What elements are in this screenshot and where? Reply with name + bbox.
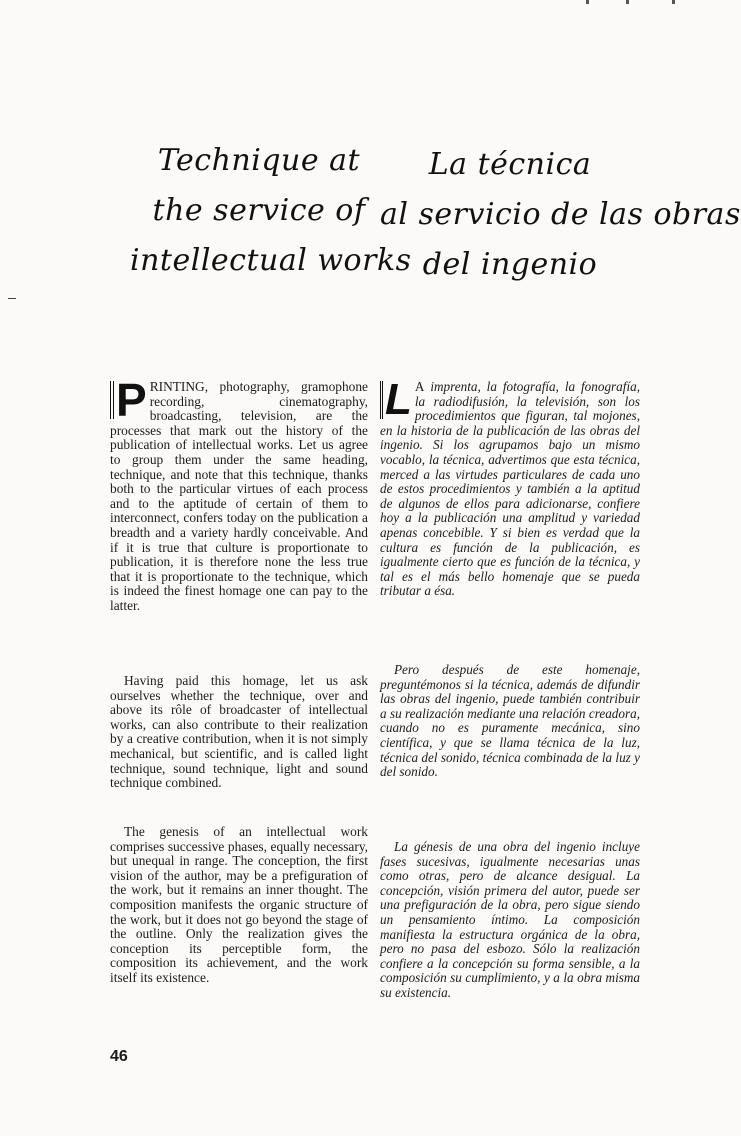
english-lead-word: RINTING, bbox=[149, 379, 209, 394]
spanish-title-line-1: La técnica bbox=[428, 147, 592, 182]
spanish-title-line-3: del ingenio bbox=[422, 247, 598, 282]
spanish-drop-cap: L bbox=[380, 381, 415, 419]
spanish-paragraph-1 bbox=[380, 375, 640, 599]
english-drop-cap: P bbox=[110, 381, 150, 419]
spanish-title bbox=[380, 140, 741, 290]
english-title bbox=[130, 136, 412, 286]
spanish-paragraph-2: Pero después de este homenaje, preguntémonos si la técnica, además de difundir las obras del ingenio, puede también contribuir a su realización mediante una relación creadora, cuando no es puramente mecánica, sino científica, y que se llama técnica de la luz, técnica del sonido, técnica combinada de la luz y del sonido. bbox=[380, 662, 640, 780]
english-paragraph-1 bbox=[110, 374, 368, 614]
page-number: 46 bbox=[110, 1048, 128, 1065]
english-title-line-2: the service of bbox=[152, 193, 366, 228]
spanish-title-line-2: al servicio de las obras bbox=[380, 197, 741, 232]
spanish-lead-word: A bbox=[414, 379, 425, 394]
english-title-line-3: intellectual works bbox=[130, 243, 412, 278]
english-title-line-1: Technique at bbox=[157, 143, 361, 178]
margin-tick-mark bbox=[8, 298, 16, 299]
top-edge-marks bbox=[560, 0, 700, 6]
english-paragraph-3: The genesis of an intellectual work comprises successive phases, equally necessary, but unequal in range. The conception, the first vision of the author, may be a prefiguration of the work, but it remains an inner thought. The composition manifests the organic structure of the work, but it does not go beyond the stage of the outline. Only the realization gives the conception its perceptible form, the composition its achievement, and the work itself its existence. bbox=[110, 824, 368, 985]
english-paragraph-1-text: photography, gramophone recording, cinematography, broadcasting, television, are the processes that mark out the history of the publication of intellectual works. Let us agree to group them under the same heading, technique, and note that this technique, thanks both to the particular virtues of each process and to the aptitude of certain of them to interconnect, confers today on the publication a breadth and a variety hardly conceivable. And if it is true that culture is proportionate to publication, it is therefore none the less true that it is proportionate to the technique, which is indeed the finest homage one can pay to the latter. bbox=[110, 379, 368, 613]
english-paragraph-2: Having paid this homage, let us ask ourselves whether the technique, over and above its rôle of broadcaster of intellectual works, can also contribute to their realization by a creative contribution, when it is not simply mechanical, but scientific, and is called light technique, sound technique, light and sound technique combined. bbox=[110, 673, 368, 791]
spanish-paragraph-3: La génesis de una obra del ingenio incluye fases sucesivas, igualmente necesarias unas como otras, pero de alcance desigual. La concepción, visión primera del autor, puede ser una prefiguración de la obra, pero sigue siendo un pensamiento íntimo. La composición manifiesta la estructura orgánica de la obra, pero no pasa del esbozo. Sólo la realización confiere a la concepción su forma sensible, a la composición su cumplimiento, y a la obra misma su existencia. bbox=[380, 839, 640, 1000]
spanish-paragraph-1-text: imprenta, la fotografía, la fonografía, la radiodifusión, la televisión, son los procedimientos que figuran, tal mojones, en la historia de la publicación de las obras del ingenio. Si los agrupamos bajo un mismo vocablo, la técnica, advertimos que esta técnica, merced a las virtudes particulares de cada uno de estos procedimientos y también a la aptitud de algunos de ellos para adicionarse, confiere hoy a la publicación una amplitud y variedad apenas concebible. Y si bien es verdad que la cultura es función de la publicación, es igualmente cierto que es función de la técnica, y tal es el más bello homenaje que se pueda tributar a ésa. bbox=[380, 379, 640, 599]
